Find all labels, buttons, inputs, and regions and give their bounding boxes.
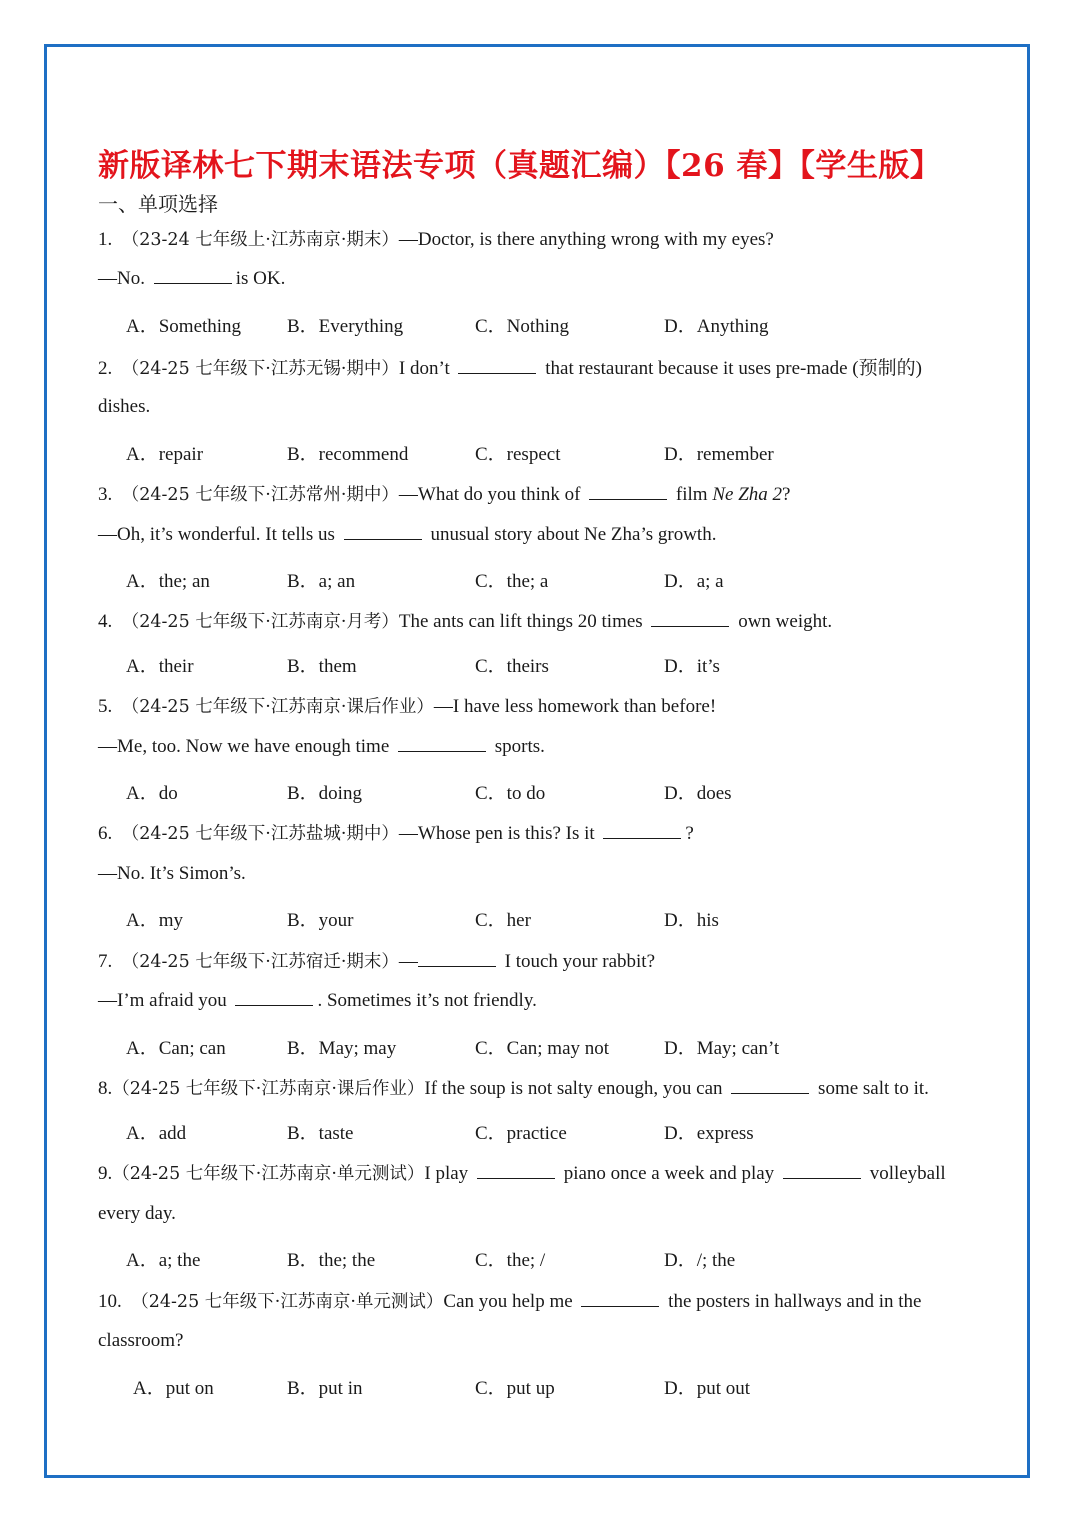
question-source: （24-25 七年级下·江苏南京·月考）	[121, 612, 399, 632]
question-10-line-2: classroom?	[98, 1330, 184, 1351]
answer-blank	[458, 372, 536, 374]
answer-blank	[235, 1004, 313, 1006]
option-c: C．Nothing	[475, 316, 569, 337]
question-number: 8.	[98, 1078, 113, 1099]
option-d: D．/; the	[664, 1250, 736, 1271]
question-text: —What do you think of	[398, 484, 586, 505]
option-c: C．practice	[475, 1123, 567, 1144]
option-c: C．the; a	[475, 571, 549, 592]
question-text: film	[671, 484, 713, 505]
question-10	[98, 1288, 921, 1313]
question-text: unusual story about Ne Zha’s growth.	[425, 524, 717, 545]
option-b: B．your	[287, 910, 354, 931]
option-b: B．May; may	[287, 1038, 397, 1059]
question-text: —I have less homework than before!	[433, 696, 717, 717]
answer-blank	[651, 625, 729, 627]
question-7-line-2	[98, 990, 537, 1012]
question-text: own weight.	[733, 611, 833, 632]
answer-blank	[477, 1177, 555, 1179]
question-number: 9.	[98, 1163, 113, 1184]
option-b: B．Everything	[287, 316, 404, 337]
option-b: B．them	[287, 656, 357, 677]
question-number: 1.	[98, 229, 113, 250]
question-text: is OK.	[235, 268, 286, 289]
option-b: B．the; the	[287, 1250, 376, 1271]
question-5	[98, 693, 716, 718]
option-a: A．Can; can	[126, 1038, 226, 1059]
option-c: C．theirs	[475, 656, 549, 677]
question-text: —I’m afraid you	[98, 990, 232, 1011]
question-text: some salt to it.	[813, 1078, 929, 1099]
question-number: 5.	[98, 696, 113, 717]
question-text: I touch your rabbit?	[499, 951, 656, 972]
option-d: D．a; a	[664, 571, 724, 592]
question-source: （24-25 七年级下·江苏南京·单元测试）	[131, 1292, 444, 1312]
question-source: （24-25 七年级下·江苏常州·期中）	[121, 485, 399, 505]
question-source: （24-25 七年级下·江苏盐城·期中）	[121, 824, 399, 844]
question-9-line-2: every day.	[98, 1203, 176, 1224]
option-a: A．do	[126, 783, 178, 804]
question-3-line-2	[98, 524, 716, 546]
question-text: —No.	[98, 268, 150, 289]
question-text: ?	[685, 823, 694, 844]
question-text: sports.	[490, 736, 545, 757]
option-b: B．put in	[287, 1378, 363, 1399]
question-source: （24-25 七年级下·江苏南京·课后作业）	[121, 697, 434, 717]
question-3	[98, 481, 790, 506]
question-source: （23-24 七年级上·江苏南京·期末）	[121, 230, 399, 250]
question-text: —Doctor, is there anything wrong with my eyes?	[398, 229, 774, 250]
question-text: piano once a week and play	[558, 1163, 779, 1184]
question-1	[98, 226, 774, 251]
question-2	[98, 353, 922, 380]
option-a: A．repair	[126, 444, 204, 465]
question-7	[98, 948, 655, 973]
option-c: C．put up	[475, 1378, 555, 1399]
answer-blank	[154, 282, 232, 284]
option-d: D．express	[664, 1123, 754, 1144]
question-text: I don’t	[398, 358, 455, 379]
option-d: D．remember	[664, 444, 774, 465]
option-a: A．put on	[133, 1378, 214, 1399]
option-a: A．Something	[126, 316, 242, 337]
option-a: A．add	[126, 1123, 187, 1144]
question-number: 6.	[98, 823, 113, 844]
option-c: C．her	[475, 910, 531, 931]
answer-blank	[398, 750, 486, 752]
question-text: the posters in hallways and in the	[663, 1291, 922, 1312]
question-source: （24-25 七年级下·江苏南京·课后作业）	[112, 1079, 425, 1099]
film-title: Ne Zha 2	[712, 484, 783, 505]
question-5-line-2	[98, 736, 545, 758]
option-c: C．respect	[475, 444, 561, 465]
question-6	[98, 820, 694, 845]
question-2-line-2: dishes.	[98, 396, 151, 417]
question-text: Can you help me	[443, 1291, 578, 1312]
question-source: （24-25 七年级下·江苏宿迁·期末）	[121, 952, 399, 972]
question-number: 10.	[98, 1291, 122, 1312]
option-b: B．a; an	[287, 571, 356, 592]
option-c: C．the; /	[475, 1250, 546, 1271]
answer-blank	[418, 965, 496, 967]
section-heading: 一、单项选择	[98, 192, 218, 216]
question-6-line-2: —No. It’s Simon’s.	[98, 863, 246, 884]
question-text: —	[398, 951, 418, 972]
question-number: 3.	[98, 484, 113, 505]
option-d: D．it’s	[664, 656, 720, 677]
question-1-line-2	[98, 268, 285, 290]
option-d: D．does	[664, 783, 732, 804]
option-c: C．Can; may not	[475, 1038, 610, 1059]
option-b: B．recommend	[287, 444, 409, 465]
answer-blank	[581, 1305, 659, 1307]
option-a: A．my	[126, 910, 184, 931]
answer-blank	[344, 538, 422, 540]
option-a: A．the; an	[126, 571, 210, 592]
question-number: 7.	[98, 951, 113, 972]
option-d: D．his	[664, 910, 719, 931]
option-b: B．taste	[287, 1123, 354, 1144]
question-text: ?	[782, 484, 791, 505]
answer-blank	[731, 1092, 809, 1094]
question-text: —Whose pen is this? Is it	[398, 823, 600, 844]
option-d: D．May; can’t	[664, 1038, 780, 1059]
question-text: If the soup is not salty enough, you can	[424, 1078, 728, 1099]
question-text: that restaurant because it uses pre-made (预制的)	[540, 358, 922, 379]
question-8	[98, 1075, 929, 1100]
option-a: A．their	[126, 656, 194, 677]
option-a: A．a; the	[126, 1250, 201, 1271]
question-source: （24-25 七年级下·江苏无锡·期中）	[121, 359, 399, 379]
question-text: I play	[424, 1163, 473, 1184]
option-d: D．Anything	[664, 316, 769, 337]
question-text: —Me, too. Now we have enough time	[98, 736, 395, 757]
question-9	[98, 1160, 946, 1185]
answer-blank	[783, 1177, 861, 1179]
document-title: 新版译林七下期末语法专项（真题汇编）【26 春】【学生版】	[98, 148, 942, 184]
question-number: 4.	[98, 611, 113, 632]
question-text: —Oh, it’s wonderful. It tells us	[98, 524, 340, 545]
question-text: . Sometimes it’s not friendly.	[317, 990, 537, 1011]
question-text: The ants can lift things 20 times	[398, 611, 648, 632]
question-source: （24-25 七年级下·江苏南京·单元测试）	[112, 1164, 425, 1184]
question-number: 2.	[98, 358, 113, 379]
question-text: volleyball	[864, 1163, 946, 1184]
option-b: B．doing	[287, 783, 362, 804]
option-c: C．to do	[475, 783, 546, 804]
option-d: D．put out	[664, 1378, 751, 1399]
answer-blank	[603, 837, 681, 839]
answer-blank	[589, 498, 667, 500]
question-4	[98, 608, 832, 633]
